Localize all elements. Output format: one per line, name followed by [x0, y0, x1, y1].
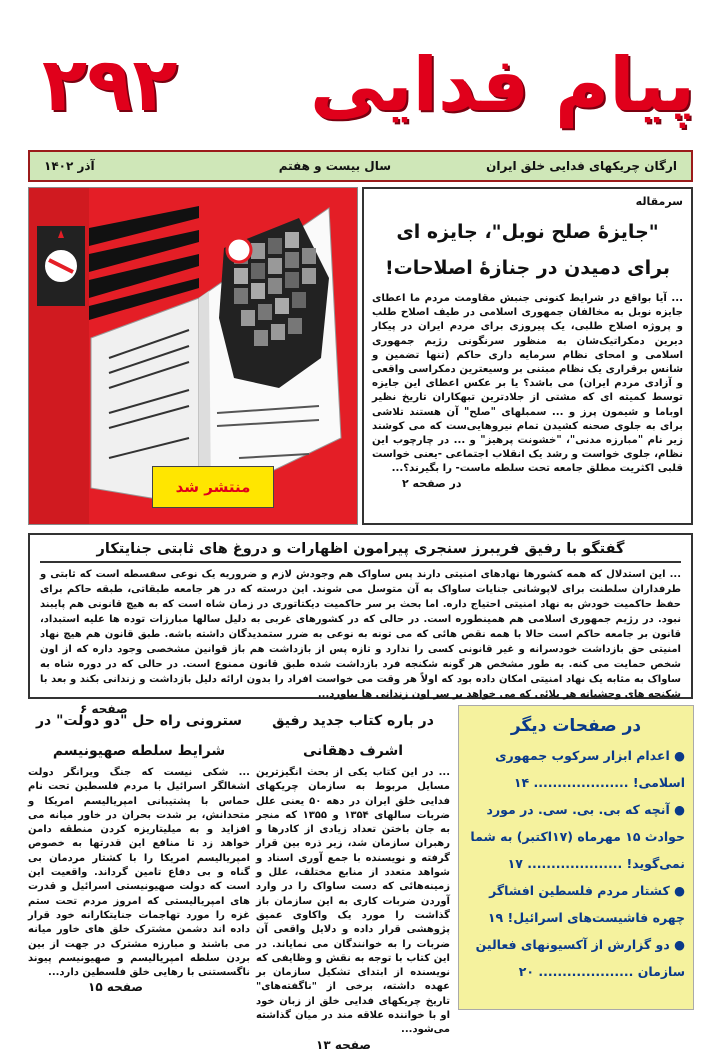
toc-title: در صفحات دیگر — [510, 716, 642, 736]
year-label: سال بیست و هفتم — [278, 159, 391, 173]
info-bar — [28, 150, 693, 182]
toc-item-text: کشتار مردم فلسطین افشاگر چهره فاشیست‌های اسرائیل! — [489, 883, 685, 925]
two-state-page-ref: صفحه ۱۵ — [88, 980, 143, 995]
two-state-article — [28, 706, 250, 994]
toc-item-page: ۱۷ — [507, 856, 523, 871]
toc-item[interactable]: ● آنچه که بی. بی. سی. در مورد حوادث ۱۵ مهرماه (۱۷اکتبر) به شما نمی‌گوید! .................... ۱۷ — [470, 802, 685, 871]
toc-item-page: ۲۰ — [518, 964, 535, 979]
newspaper-title: پیام فدایی — [310, 42, 695, 128]
published-badge: منتشر شد — [152, 466, 274, 508]
interview-title: گفتگو با رفیق فریبرز سنجری پیرامون اظهارات و دروغ های ثابتی جنایتکار — [40, 541, 681, 563]
editorial-title: "جایزهٔ صلح نوبل"، جایزه ای برای دمیدن در جنازهٔ اصلاحات! — [384, 221, 671, 279]
other-pages-box — [458, 705, 694, 1010]
stripes-decoration — [89, 206, 199, 320]
toc-item-page: ۱۴ — [513, 775, 530, 790]
toc-item-text: اعدام ابزار سرکوب جمهوری اسلامی! .................... — [495, 748, 685, 790]
two-state-title: سترونی راه حل "دو دولت" در شرایط سلطه صهیونیسم — [35, 713, 243, 759]
book-article — [256, 706, 450, 1052]
book-spine-text — [212, 472, 213, 473]
toc-item-text: دو گزارش از آکسیونهای فعالین سازمان .................... — [475, 937, 685, 979]
book-caption-holder — [212, 472, 213, 473]
book-article-title: در باره کتاب جدید رفیق اشرف دهقانی — [272, 713, 434, 759]
book-article-body: ... در این کتاب یکی از بحث انگیزترین مسایل مربوط به سازمان چریکهای فدایی خلق ایران در دهه ۵۰ یعنی علل ضربات سالهای ۱۳۵۴ و ۱۳۵۵ که منجر به جان باختن تعداد زیادی از کادرها و رهبران سازمان شد، زیر ذره بین قرار گرفته و نویسنده با جمع آوری اسناد و شواهد متعدد از منابع مختلف، علل و زمینه‌هائی که دست ساواک را در وارد آوردن ضربات کاری به این سازمان باز گذاشت را مورد یک واکاوی عمیق پژوهشی قرار داده و دلایل واقعی آن ضربات را به خوانندگان می نمایاند. در این کتاب با توجه به نقش و وظایفی که نویسنده از ابتدای تشکیل سازمان بر عهده داشته، برخی از "ناگفته‌های" تاریخ چریکهای فدایی خلق از زبان خود او با خواننده علاقه مند در میان گذاشته می‌شود... — [256, 767, 451, 1036]
fedayi-emblem-icon — [37, 226, 85, 306]
editorial-body: ... آیا بواقع در شرایط کنونی جنبش مقاومت مردم ما اعطای جایزه نوبل به مخالفان جمهوری اسلامی در طیف اصلاح طلب و پروژه اصلاح طلبی، یک پیروزی برای مردم ایران در پیکار دیرین دمکراتیک‌شان به منظور سرنگونی رژیم جمهوری اسلامی و امحای نظام سرمایه داری حاکم (تنها تضمین و شانس برقراری یک نظام مبتنی بر وسیعترین دمکراسی واقعی و آزادی مردم ایران) می باشد؟ یا بر عکس اعطای این جایزه توسط کمیته ای که مشتی از جلادترین تبهکاران تاریخ نظیر اوباما و شیمون پرز و ... سمبلهای "صلح" آن هستند تلاشی برای به جلوی صحنه کشیدن تمام نیروهایی‌ست که می کوشند زیر نام "مبارزه مدنی"، "خشونت پرهیز" و ... در چارچوب این نظام، جلوی خواست و رشد یک انقلاب اجتماعی -یعنی خواست قلبی اکثریت مطلق جامعه تحت سلطه ماست- را بگیرند؟... — [372, 293, 683, 475]
toc-item-text: آنچه که بی. بی. سی. در مورد حوادث ۱۵ مهرماه (۱۷اکتبر) به شما نمی‌گوید! .................... — [470, 802, 685, 871]
organization-label: ارگان چریکهای فدایی خلق ایران — [486, 159, 677, 173]
interview-body: ... این استدلال که همه کشورها نهادهای امنیتی دارند پس ساواک هم وجودش لازم و ضروریه یک نوعی سفسطه است که ثابتی و طرفداران سلطنت برای لاپوشانی جنایات ساواک به آن متوسل می شوند. این درسته که در هر جامعه طبقاتی، طبقه حاکم برای حفظ حاکمیت خودش به نهاد امنیتی احتیاج داره. اما بحث بر سر حاکمیت دیکتاتوری در زمان شاه است که به هیچ قانونی هم پایبند نبود. در رژیم جمهوری اسلامی هم همینطوره است. در حالی که در کشورهای غربی به دلیل سالها مبارزات توده ها علیه استبداد، قانون بر جامعه حاکم است حالا با همه نقص هائی که می تونه به نوعی به ضرر ستمدیدگان داشته باشه. طبق قانون هم هیچ نهاد امنیتی حق بازداشت خودسرانه و غیر قانونی کسی را ندارد و تازه پس از بازداشت هم باز قوانین مشخصی وجود داره که از اون شخص حمایت می کنه. به طور مشخص هر گونه شکنجه فرد بازداشت شده طبق قانون ممنوع است. در حالی که در دوره شاه به ساواک به مثابه یک نهاد امنیتی امکان داده بود که اولاً هر وقت می خواست افراد را بدون ارائه دلیل بازداشت و زندانی بکند و بعد با شکنجه های وحشیانه هر بلائی که می خواهد بر سر اون زندانی ها بیاورد... — [40, 569, 681, 700]
editorial-kicker: سرمقاله — [635, 195, 683, 208]
two-state-body: ... شکی نیست که جنگ ویرانگر دولت اشغالگر اسرائیل با مردم فلسطین تحت نام حماس با پشتیبانی امپریالیسم امریکا و متحدانش، بر شدت بحران در خاور میانه می افزاید و به میلیتاریزه کردن منطقه دامن خواهد زد تا منافع این قدرتها به خصوص امپریالیسم امریکا را با کشتار مردمان بی گناه و بی دفاع تامین گرداند. واقعیت این است که دولت صهیونیستی اسرائیل و قدرت های امپریالیستی که امروز مردم تحت ستم غزه را مورد تهاجمات جنایتکارانه خود قرار داده اند دشمن مشترک خلق های خاور میانه می باشند و مبارزه مشترک در جهت از بین بردن سلطه امپریالیسم و صهیونیسم پیوند ناگسستنی با رهایی خلق فلسطین دارد... — [28, 767, 250, 979]
interview-box — [28, 533, 693, 716]
editorial-page-ref: در صفحه ۲ — [402, 476, 462, 490]
issue-number: ۲۹۲ — [42, 42, 178, 128]
editorial-box — [362, 187, 693, 525]
toc-item-page: ۱۹ — [487, 910, 504, 925]
toc-item[interactable]: ● دو گزارش از آکسیونهای فعالین سازمان .................... ۲۰ — [475, 937, 685, 979]
toc-item[interactable]: ● اعدام ابزار سرکوب جمهوری اسلامی! .................... ۱۴ — [495, 748, 685, 790]
interview-page-ref: صفحه ۶ — [80, 702, 128, 716]
book-article-page-ref: صفحه ۱۳ — [316, 1037, 371, 1052]
toc-item[interactable]: ● کشتار مردم فلسطین افشاگر چهره فاشیست‌های اسرائیل! ۱۹ — [487, 883, 685, 925]
date-label: آذر ۱۴۰۲ — [44, 159, 95, 173]
